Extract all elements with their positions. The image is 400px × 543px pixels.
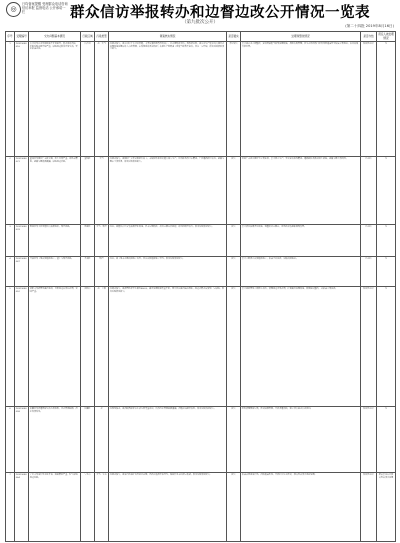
- punishment: 相关责任人已移交有关部门处理: [377, 473, 396, 542]
- case-code: D2019080052: [15, 287, 29, 407]
- header-cell: 交办问题基本情况: [29, 32, 81, 42]
- pollution-type: 大气、生态: [95, 473, 109, 542]
- verified-status: 属实: [227, 225, 241, 257]
- newspaper-logo: ◎: [6, 2, 21, 17]
- punishment: 无: [377, 287, 396, 407]
- pollution-type: 大气: [95, 157, 109, 225]
- punishment: 无: [377, 157, 396, 225]
- verified-status: 属实: [227, 257, 241, 287]
- district: 浏阳市: [81, 287, 95, 407]
- district: 岳麓区: [81, 407, 95, 473]
- row-number: 3: [6, 225, 15, 257]
- pollution-type: 水、土壤: [95, 287, 109, 407]
- page-subtitle: （第九批次公开）: [182, 20, 218, 25]
- closed-status: 已办结: [361, 157, 377, 225]
- district: 雨花区: [81, 225, 95, 257]
- table-row: [6, 257, 396, 287]
- case-code: D2019080064: [15, 473, 29, 542]
- verified-status: 属实: [227, 157, 241, 225]
- investigation-finding: 经现场核查，该河段两岸存在生活垃圾零星堆放，局部污水管网破损渗漏，河道水质感官较差，群众反映情况属实。: [109, 407, 227, 473]
- problem-description: 开福区某工地夜间违规施工，渣土车噪声扰民。: [29, 257, 81, 287]
- header-cell: 是否办结: [361, 32, 377, 42]
- district: 望城区: [81, 157, 95, 225]
- district: 长沙县: [81, 42, 95, 157]
- rectification-action: 责令该养殖场立即停止排放，清理周边污染水塘，扩建粪污处理设施，限期完成整改，并依法立案处罚。: [241, 287, 361, 407]
- header-cell: 责任人被处理情况: [378, 33, 394, 40]
- row-number: 5: [6, 287, 15, 407]
- rectification-action: 依法关停该采石场，没收违法所得，开展矿山生态修复，移交有关部门调查处理。: [241, 473, 361, 542]
- investigation-finding: 经查，该工地未办理夜间施工许可，存在夜间违规施工行为，群众反映情况属实。: [109, 257, 227, 287]
- pollution-type: 水、大气: [95, 42, 109, 157]
- page-title: 群众信访举报转办和边督边改公开情况一览表: [70, 5, 370, 21]
- table-row: [6, 42, 396, 157]
- table-row: [6, 225, 396, 257]
- pollution-type: 噪声: [95, 257, 109, 287]
- investigation-finding: 经调查核实，该采石场采矿许可证已过期，仍存在违规开采行为，爆破作业未按规定报备，群众反映情况属实。: [109, 473, 227, 542]
- closed-status: 阶段性办结: [361, 473, 377, 542]
- batch-info: (第二十四批 2019年8月16日): [345, 24, 394, 28]
- header: [0, 0, 400, 34]
- investigation-finding: 经调查核实，该建材厂主要从事砂石加工，未取得环评批复擅自投入生产，原料堆场部分未覆盖，厂区道路积尘较多，运输车辆未全部密闭，群众反映情况属实。: [109, 157, 227, 225]
- case-code: D2019080016: [15, 42, 29, 157]
- header-cell: 序号: [6, 32, 15, 42]
- punishment: 无: [377, 225, 396, 257]
- punishment: 无: [377, 42, 396, 157]
- header-cell: 受理编号: [15, 32, 29, 42]
- verified-status: 属实: [227, 473, 241, 542]
- rectification-action: 责令立即停止夜间违规施工，依法予以处罚，加强夜间巡查。: [241, 257, 361, 287]
- table-row: [6, 473, 396, 542]
- row-number: 7: [6, 473, 15, 542]
- district: 开福区: [81, 257, 95, 287]
- closed-status: 阶段性办结: [361, 42, 377, 157]
- rectification-action: 对该厂未批先建行为立案处罚，责令停止生产；要求完善堆场覆盖、道路硬化及洒水降尘措施，运输车辆全部密闭。: [241, 157, 361, 225]
- verified-status: 部分属实: [227, 42, 241, 157]
- district: 宁乡市: [81, 473, 95, 542]
- case-code: D2019080033: [15, 225, 29, 257]
- paper-info: 日均备案提醒 受理群众电话咨询 信访举报 监督电话 公开承诺一栏: [22, 2, 68, 15]
- investigation-finding: 经调查核实，该公司位于长沙县某镇，主要从事机械零部件加工，已办理环评手续。现场检查时，该公司生产废水经自建污水处理设施处理后排入市政管网，未发现直排河流情况；夜间生产时喷涂工序废气收集不完善，存在一定异味，群众反映情况部分属实。: [109, 42, 227, 157]
- rectification-action: 组织清理两岸垃圾，修复破损管网，开展河道清淤，建立河长巡查长效机制。: [241, 407, 361, 473]
- problem-description: 宁乡市某采石场无证开采，爆破震动严重，粉尘影响周边村民。: [29, 473, 81, 542]
- header-cell: 处理和整改情况: [241, 32, 361, 42]
- header-cell: 调查核实情况: [109, 32, 227, 42]
- complaint-table: [5, 31, 396, 542]
- header-cell: 是否属实: [227, 32, 241, 42]
- closed-status: 已办结: [361, 225, 377, 257]
- table-row: [6, 407, 396, 473]
- closed-status: 阶段性办结: [361, 287, 377, 407]
- problem-description: 望城区某建材厂未批先建，粉尘污染严重，堆场未覆盖，运输车辆抛洒滴漏，影响周边居民。: [29, 157, 81, 225]
- investigation-finding: 经调查核实，该养殖场存栏生猪约800头，粪污处理设施容量不足，雨天存在粪污溢流现象，周边水塘水质受到一定影响，群众反映情况属实。: [109, 287, 227, 407]
- table-row: [6, 287, 396, 407]
- header-cell: 污染类型: [95, 32, 109, 42]
- pollution-type: 大气、噪声: [95, 225, 109, 257]
- punishment: 无: [377, 407, 396, 473]
- rectification-action: 责令该公司立即整改，完善喷涂废气收集处理设施，规范台账管理；区生态环境部门对其环境违法行为依法立案调查，后续加强日常监管。: [241, 42, 361, 157]
- pollution-type: 水: [95, 407, 109, 473]
- case-code: D2019080047: [15, 257, 29, 287]
- row-number: 4: [6, 257, 15, 287]
- verified-status: 属实: [227, 287, 241, 407]
- verified-status: 属实: [227, 407, 241, 473]
- row-number: 1: [6, 42, 15, 157]
- problem-description: 长沙县某公司环保设施不正常运行，废水直排河流，居民反映夜间异味严重，影响周边群众正常生活，要求依法查处。: [29, 42, 81, 157]
- investigation-finding: 经查，该餐饮店已安装油烟净化设施，但未定期清洗，排放口朝向居民楼；排风机噪声较大，群众反映情况属实。: [109, 225, 227, 257]
- case-code: D2019080021: [15, 157, 29, 225]
- table-header-row: [6, 32, 396, 42]
- problem-description: 雨花区某小区旁餐饮店油烟直排，噪声扰民。: [29, 225, 81, 257]
- rectification-action: 责令清洗油烟净化设施，调整排放口朝向，对风机加装减振降噪装置。: [241, 225, 361, 257]
- closed-status: 阶段性办结: [361, 407, 377, 473]
- row-number: 6: [6, 407, 15, 473]
- problem-description: 浏阳市某养殖场粪污直排，污染周边农田和水塘，臭味严重。: [29, 287, 81, 407]
- row-number: 2: [6, 157, 15, 225]
- header-cell: 行政区域: [81, 32, 95, 42]
- closed-status: 已办结: [361, 257, 377, 287]
- case-code: D2019080058: [15, 407, 29, 473]
- table-row: [6, 157, 396, 225]
- problem-description: 岳麓区某河道两岸生活垃圾堆积，污水管网破损，河水发黑发臭。: [29, 407, 81, 473]
- punishment: 无: [377, 257, 396, 287]
